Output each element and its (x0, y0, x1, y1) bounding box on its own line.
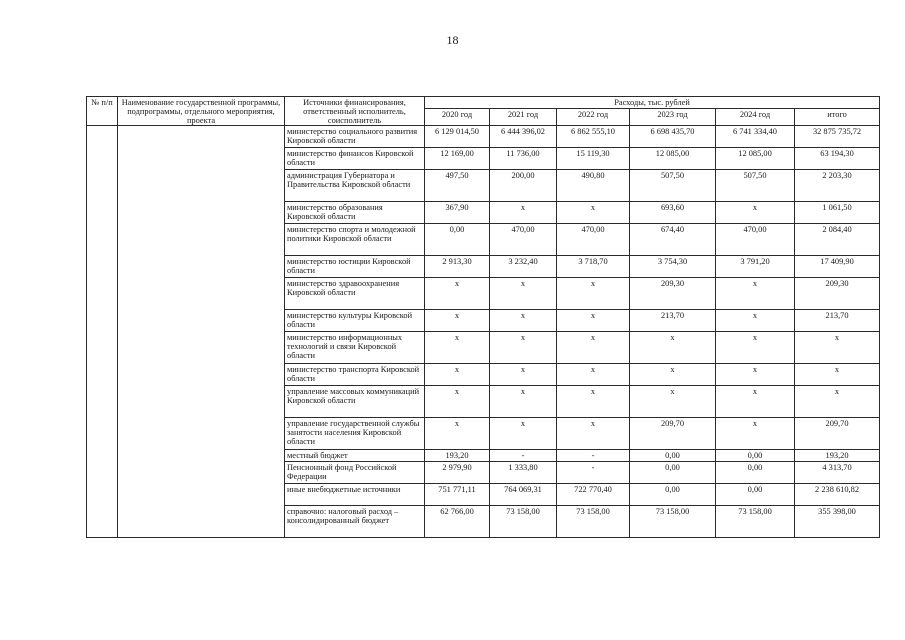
header-year: 2024 год (716, 109, 795, 126)
year-value: 12 169,00 (425, 148, 490, 170)
total-value: 2 238 610,82 (795, 484, 880, 506)
funding-source: администрация Губернатора и Правительства Кировской области (285, 170, 425, 202)
table-row (87, 126, 880, 148)
year-value: 3 718,70 (557, 256, 630, 278)
year-value: х (557, 278, 630, 310)
year-value: х (716, 310, 795, 332)
year-value: х (716, 364, 795, 386)
year-value: 3 754,30 (630, 256, 716, 278)
header-expenses: Расходы, тыс. рублей (425, 97, 880, 109)
total-value: 2 203,30 (795, 170, 880, 202)
year-value: 11 736,00 (490, 148, 557, 170)
year-value: х (557, 202, 630, 224)
row-number-cell (87, 126, 118, 538)
year-value: 12 085,00 (716, 148, 795, 170)
year-value: х (557, 364, 630, 386)
header-row (87, 97, 880, 109)
page-number: 18 (446, 33, 459, 47)
year-value: х (490, 278, 557, 310)
year-value: 6 698 435,70 (630, 126, 716, 148)
funding-source: местный бюджет (285, 450, 425, 462)
year-value: х (425, 386, 490, 418)
funding-source: министерство культуры Кировской области (285, 310, 425, 332)
year-value: 6 741 334,40 (716, 126, 795, 148)
funding-source: управление массовых коммуникаций Кировской области (285, 386, 425, 418)
year-value: х (490, 386, 557, 418)
header-total: итого (795, 109, 880, 126)
year-value: 693,60 (630, 202, 716, 224)
year-value: х (490, 332, 557, 364)
year-value: 0,00 (716, 462, 795, 484)
year-value: 674,40 (630, 224, 716, 256)
header-year: 2021 год (490, 109, 557, 126)
year-value: 73 158,00 (490, 506, 557, 538)
year-value: х (425, 278, 490, 310)
year-value: 470,00 (490, 224, 557, 256)
year-value: 0,00 (630, 462, 716, 484)
funding-source: справочно: налоговый расход – консолидированный бюджет (285, 506, 425, 538)
funding-source: министерство юстиции Кировской области (285, 256, 425, 278)
header-year: 2023 год (630, 109, 716, 126)
year-value: х (490, 202, 557, 224)
year-value: 751 771,11 (425, 484, 490, 506)
total-value: 213,70 (795, 310, 880, 332)
header-num: № п/п (87, 97, 118, 126)
year-value: х (425, 418, 490, 450)
year-value: 6 444 396,02 (490, 126, 557, 148)
year-value: 200,00 (490, 170, 557, 202)
year-value: 213,70 (630, 310, 716, 332)
total-value: 209,30 (795, 278, 880, 310)
total-value: 1 061,50 (795, 202, 880, 224)
year-value: х (630, 386, 716, 418)
year-value: 15 119,30 (557, 148, 630, 170)
year-value: 0,00 (425, 224, 490, 256)
year-value: 73 158,00 (716, 506, 795, 538)
year-value: - (490, 450, 557, 462)
year-value: 2 979,90 (425, 462, 490, 484)
year-value: 73 158,00 (630, 506, 716, 538)
year-value: - (557, 462, 630, 484)
total-value: 209,70 (795, 418, 880, 450)
funding-source: министерство информационных технологий и связи Кировской области (285, 332, 425, 364)
year-value: 209,30 (630, 278, 716, 310)
total-value: х (795, 332, 880, 364)
year-value: 1 333,80 (490, 462, 557, 484)
year-value: 507,50 (716, 170, 795, 202)
year-value: - (557, 450, 630, 462)
total-value: х (795, 364, 880, 386)
year-value: х (425, 310, 490, 332)
year-value: х (716, 332, 795, 364)
year-value: х (716, 278, 795, 310)
year-value: 470,00 (557, 224, 630, 256)
year-value: 0,00 (630, 484, 716, 506)
year-value: х (716, 386, 795, 418)
year-value: 764 069,31 (490, 484, 557, 506)
year-value: 209,70 (630, 418, 716, 450)
year-value: х (630, 332, 716, 364)
year-value: 0,00 (716, 450, 795, 462)
year-value: х (557, 310, 630, 332)
total-value: 63 194,30 (795, 148, 880, 170)
year-value: х (490, 364, 557, 386)
year-value: 367,90 (425, 202, 490, 224)
funding-source: министерство образования Кировской области (285, 202, 425, 224)
year-value: 6 129 014,50 (425, 126, 490, 148)
year-value: 73 158,00 (557, 506, 630, 538)
funding-source: управление государственной службы занятости населения Кировской области (285, 418, 425, 450)
year-value: 0,00 (630, 450, 716, 462)
year-value: х (425, 364, 490, 386)
total-value: х (795, 386, 880, 418)
year-value: 470,00 (716, 224, 795, 256)
funding-source: министерство здравоохранения Кировской области (285, 278, 425, 310)
year-value: х (425, 332, 490, 364)
year-value: х (557, 332, 630, 364)
header-name: Наименование государственной программы, подпрограммы, отдельного мероприятия, проекта (118, 97, 285, 126)
program-name-cell (118, 126, 285, 538)
table-body (87, 126, 880, 538)
year-value: 3 232,40 (490, 256, 557, 278)
year-value: 490,80 (557, 170, 630, 202)
year-value: х (630, 364, 716, 386)
expenditure-table (86, 96, 880, 538)
year-value: 722 770,40 (557, 484, 630, 506)
funding-source: министерство транспорта Кировской области (285, 364, 425, 386)
year-value: х (490, 310, 557, 332)
total-value: 355 398,00 (795, 506, 880, 538)
header-year: 2020 год (425, 109, 490, 126)
year-value: х (716, 418, 795, 450)
total-value: 193,20 (795, 450, 880, 462)
year-value: х (716, 202, 795, 224)
year-value: 6 862 555,10 (557, 126, 630, 148)
year-value: 2 913,30 (425, 256, 490, 278)
header-source: Источники финансирования, ответственный исполнитель, соисполнитель (285, 97, 425, 126)
funding-source: иные внебюджетные источники (285, 484, 425, 506)
funding-source: министерство финансов Кировской области (285, 148, 425, 170)
funding-source: Пенсионный фонд Российской Федерации (285, 462, 425, 484)
year-value: 62 766,00 (425, 506, 490, 538)
year-value: 3 791,20 (716, 256, 795, 278)
year-value: 0,00 (716, 484, 795, 506)
year-value: х (557, 418, 630, 450)
year-value: х (490, 418, 557, 450)
year-value: 12 085,00 (630, 148, 716, 170)
total-value: 2 084,40 (795, 224, 880, 256)
header-year: 2022 год (557, 109, 630, 126)
total-value: 4 313,70 (795, 462, 880, 484)
year-value: х (557, 386, 630, 418)
year-value: 193,20 (425, 450, 490, 462)
year-value: 497,50 (425, 170, 490, 202)
total-value: 17 409,90 (795, 256, 880, 278)
year-value: 507,50 (630, 170, 716, 202)
total-value: 32 875 735,72 (795, 126, 880, 148)
funding-source: министерство спорта и молодежной политики Кировской области (285, 224, 425, 256)
funding-source: министерство социального развития Кировской области (285, 126, 425, 148)
